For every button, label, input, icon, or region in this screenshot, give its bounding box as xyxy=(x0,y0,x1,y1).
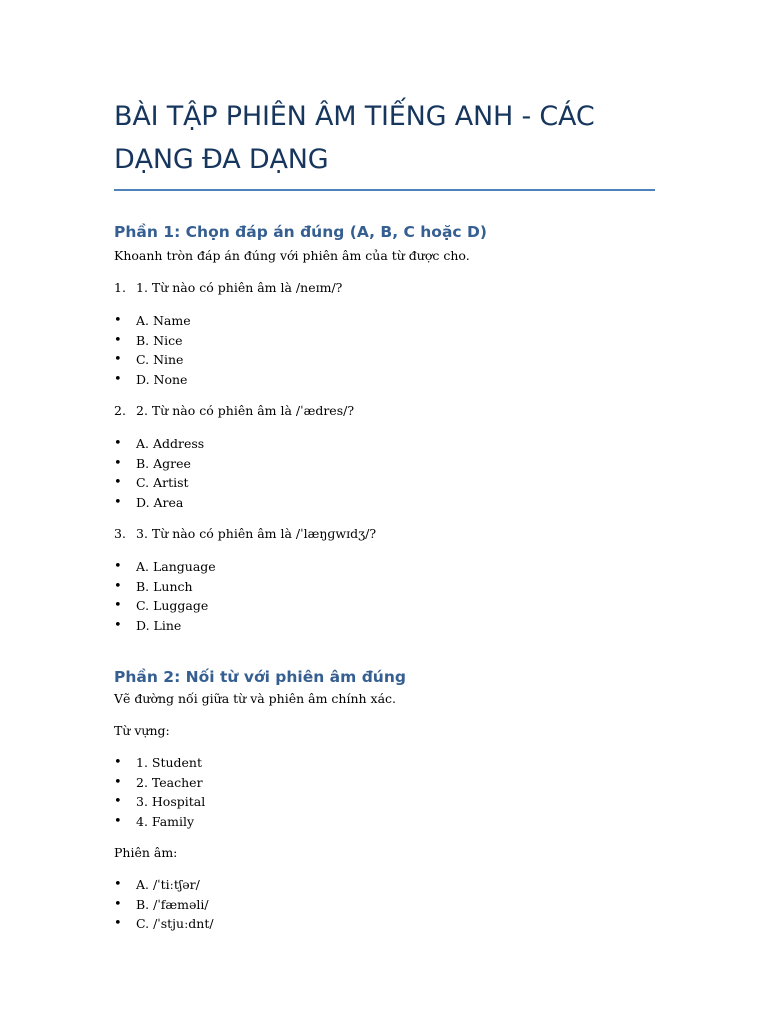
vocab-item xyxy=(114,792,655,812)
phonetic-text: C. /ˈstjuːdnt/ xyxy=(136,916,214,931)
vocab-text: 2. Teacher xyxy=(136,774,203,790)
bullet-icon: • xyxy=(114,794,122,809)
option-text: A. Name xyxy=(136,313,191,328)
title-divider xyxy=(114,189,655,191)
bullet-icon: • xyxy=(114,313,122,328)
option-text: C. Luggage xyxy=(136,598,209,613)
question-text: 1. Từ nào có phiên âm là /neɪm/? xyxy=(136,280,343,295)
vocab-item xyxy=(114,812,655,832)
option-item xyxy=(114,350,655,370)
question-text: 3. Từ nào có phiên âm là /ˈlæŋɡwɪdʒ/? xyxy=(136,526,377,541)
question-number: 2. xyxy=(114,403,126,418)
bullet-icon: • xyxy=(114,877,122,892)
phonetic-list xyxy=(114,875,655,934)
bullet-icon: • xyxy=(114,352,122,367)
option-text: D. None xyxy=(136,371,188,387)
bullet-icon: • xyxy=(114,755,122,770)
bullet-icon: • xyxy=(114,559,122,574)
vocab-text: 1. Student xyxy=(136,755,203,770)
question-number: 3. xyxy=(114,526,126,541)
document-title: BÀI TẬP PHIÊN ÂM TIẾNG ANH - CÁC DẠNG ĐA DẠNG xyxy=(114,101,595,175)
part2-heading: Phần 2: Nối từ với phiên âm đúng xyxy=(114,668,406,686)
question-1 xyxy=(114,279,655,297)
option-text: B. Lunch xyxy=(136,578,193,594)
phonetic-text: A. /ˈtiːtʃər/ xyxy=(136,877,200,892)
bullet-icon: • xyxy=(114,896,122,912)
phonetic-item xyxy=(114,875,655,895)
vocab-list xyxy=(114,753,655,831)
bullet-icon: • xyxy=(114,598,122,613)
phonetic-text: B. /ˈfæməli/ xyxy=(136,896,209,912)
phonetic-item xyxy=(114,895,655,915)
bullet-icon: • xyxy=(114,916,122,931)
document-page xyxy=(114,0,655,934)
bullet-icon: • xyxy=(114,332,122,348)
bullet-icon: • xyxy=(114,436,122,451)
option-item xyxy=(114,311,655,331)
option-text: B. Agree xyxy=(136,455,191,471)
bullet-icon: • xyxy=(114,455,122,471)
vocab-label: Từ vựng: xyxy=(114,723,170,738)
vocab-item xyxy=(114,773,655,793)
option-item xyxy=(114,596,655,616)
question-text: 2. Từ nào có phiên âm là /ˈædres/? xyxy=(136,403,355,418)
vocab-item xyxy=(114,753,655,773)
question-3 xyxy=(114,525,655,543)
option-item xyxy=(114,331,655,351)
question-2 xyxy=(114,402,655,420)
option-text: A. Language xyxy=(136,559,216,574)
option-item xyxy=(114,454,655,474)
part1-instruction: Khoanh tròn đáp án đúng với phiên âm của từ được cho. xyxy=(114,248,470,263)
option-text: C. Artist xyxy=(136,475,189,490)
bullet-icon: • xyxy=(114,494,122,510)
question-3-options xyxy=(114,557,655,635)
option-text: C. Nine xyxy=(136,352,184,367)
bullet-icon: • xyxy=(114,475,122,490)
option-item xyxy=(114,434,655,454)
option-item xyxy=(114,493,655,513)
option-item xyxy=(114,557,655,577)
vocab-text: 3. Hospital xyxy=(136,794,206,809)
vocab-text: 4. Family xyxy=(136,813,195,829)
option-item xyxy=(114,473,655,493)
question-2-options xyxy=(114,434,655,512)
bullet-icon: • xyxy=(114,813,122,829)
option-item xyxy=(114,616,655,636)
phonetic-item xyxy=(114,914,655,934)
option-text: D. Area xyxy=(136,494,184,510)
question-1-options xyxy=(114,311,655,389)
phonetic-label: Phiên âm: xyxy=(114,845,178,860)
option-text: A. Address xyxy=(136,436,205,451)
bullet-icon: • xyxy=(114,371,122,387)
option-item xyxy=(114,577,655,597)
bullet-icon: • xyxy=(114,617,122,633)
part1-heading: Phần 1: Chọn đáp án đúng (A, B, C hoặc D) xyxy=(114,223,487,241)
option-text: D. Line xyxy=(136,617,182,633)
bullet-icon: • xyxy=(114,774,122,790)
option-text: B. Nice xyxy=(136,332,183,348)
question-number: 1. xyxy=(114,280,126,295)
bullet-icon: • xyxy=(114,578,122,594)
part2-instruction: Vẽ đường nối giữa từ và phiên âm chính xác. xyxy=(114,691,397,706)
option-item xyxy=(114,370,655,390)
